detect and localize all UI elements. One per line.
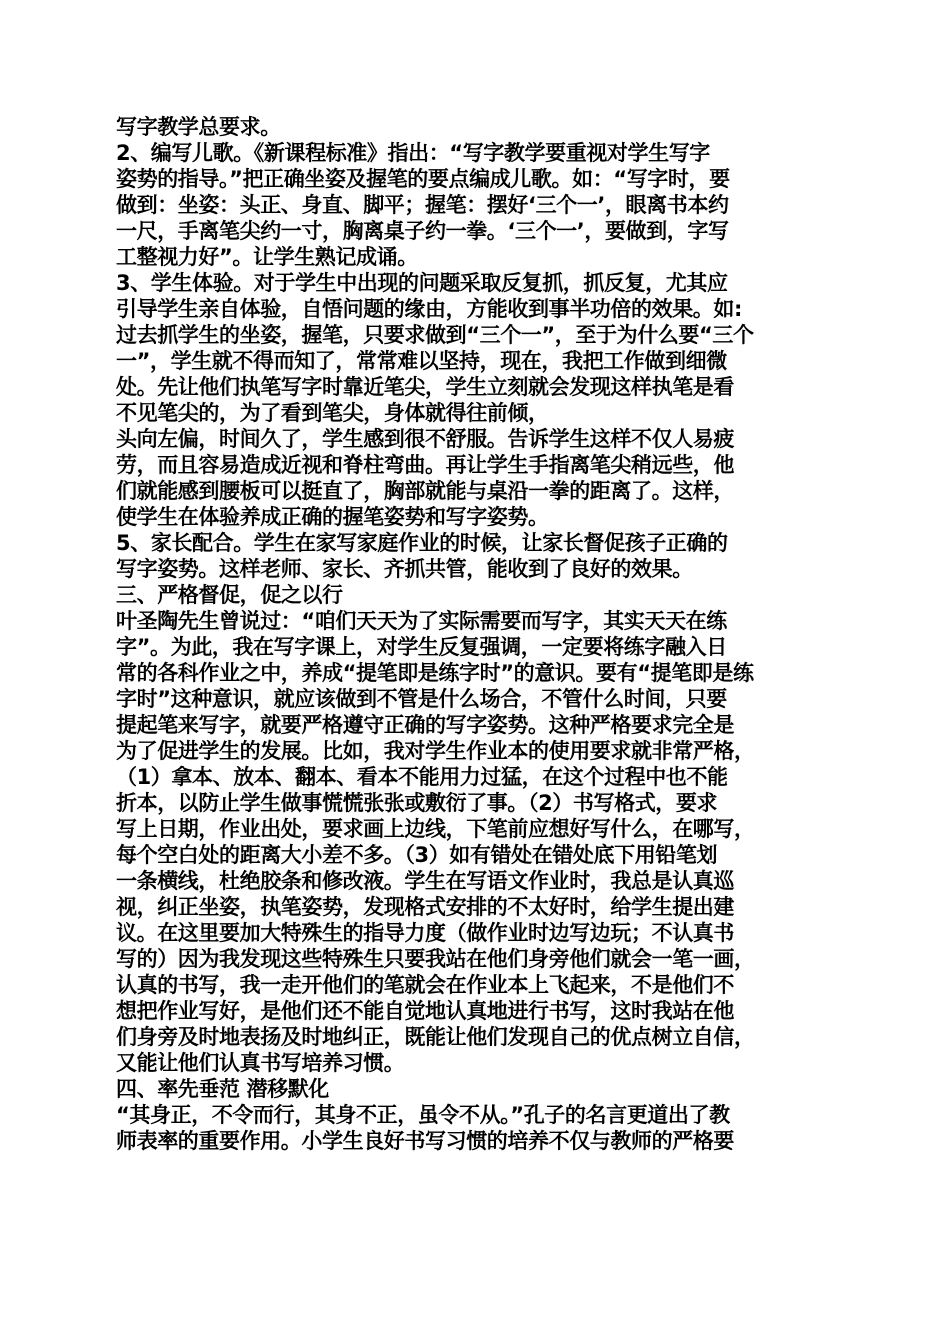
text-line: 一尺，手离笔尖约一寸，胸离桌子约一拳。‘三个一’，要做到，字写 — [116, 219, 729, 243]
text-line: 写字教学总要求。 — [116, 115, 281, 139]
text-line: 2、编写儿歌。《新课程标准》指出：“写字教学要重视对学生写字 — [116, 141, 710, 165]
text-line: 们身旁及时地表扬及时地纠正，既能让他们发现自己的优点树立自信， — [116, 1025, 755, 1049]
text-line: 师表率的重要作用。小学生良好书写习惯的培养不仅与教师的严格要 — [116, 1129, 734, 1153]
section-heading: 三、严格督促，促之以行 — [116, 583, 343, 607]
text-line: 字”。为此，我在写字课上，对学生反复强调，一定要将练字融入日 — [116, 635, 727, 659]
text-line: （1）拿本、放本、翻本、看本不能用力过猛，在这个过程中也不能 — [116, 765, 728, 789]
text-line: 写字姿势。这样老师、家长、齐抓共管，能收到了良好的效果。 — [116, 557, 693, 581]
text-line: 视，纠正坐姿，执笔姿势，发现格式安排的不太好时，给学生提出建 — [116, 895, 734, 919]
text-line: 们就能感到腰板可以挺直了，胸部就能与桌沿一拳的距离了。这样， — [116, 479, 734, 503]
text-line: 又能让他们认真书写培养习惯。 — [116, 1051, 405, 1075]
text-line: 一条横线，杜绝胶条和修改液。学生在写语文作业时，我总是认真巡 — [116, 869, 734, 893]
text-line: 为了促进学生的发展。比如，我对学生作业本的使用要求就非常严格， — [116, 739, 755, 763]
text-line: “其身正，不令而行，其身不正，虽令不从。”孔子的名言更道出了教 — [116, 1103, 730, 1127]
text-line: 引导学生亲自体验，自悟问题的缘由，方能收到事半功倍的效果。如: — [116, 297, 742, 321]
text-line: 写的）因为我发现这些特殊生只要我站在他们身旁他们就会一笔一画， — [116, 947, 755, 971]
text-line: 劳，而且容易造成近视和脊柱弯曲。再让学生手指离笔尖稍远些，他 — [116, 453, 734, 477]
text-line: 想把作业写好，是他们还不能自觉地认真地进行书写，这时我站在他 — [116, 999, 734, 1023]
text-line: 字时”这种意识，就应该做到不管是什么场合，不管什么时间，只要 — [116, 687, 727, 711]
text-line: 做到：坐姿：头正、身直、脚平；握笔：摆好‘三个一’，眼离书本约 — [116, 193, 729, 217]
text-line: 每个空白处的距离大小差不多。（3）如有错处在错处底下用铅笔划 — [116, 843, 718, 867]
text-line: 处。先让他们执笔写字时靠近笔尖，学生立刻就会发现这样执笔是看 — [116, 375, 734, 399]
text-line: 3、学生体验。对于学生中出现的问题采取反复抓，抓反复，尤其应 — [116, 271, 728, 295]
text-line: 写上日期，作业出处，要求画上边线，下笔前应想好写什么，在哪写， — [116, 817, 755, 841]
text-line: 叶圣陶先生曾说过：“咱们天天为了实际需要而写字，其实天天在练 — [116, 609, 727, 633]
text-line: 一”，学生就不得而知了，常常难以坚持，现在，我把工作做到细微 — [116, 349, 727, 373]
text-line: 工整视力好”。让学生熟记成诵。 — [116, 245, 418, 269]
text-line: 议。在这里要加大特殊生的指导力度（做作业时边写边玩；不认真书 — [116, 921, 734, 945]
text-line: 过去抓学生的坐姿，握笔，只要求做到“三个一”，至于为什么要“三个 — [116, 323, 754, 347]
text-line: 常的各科作业之中，养成“提笔即是练字时”的意识。要有“提笔即是练 — [116, 661, 754, 685]
section-heading: 四、率先垂范 潜移默化 — [116, 1077, 329, 1101]
document-page — [116, 114, 850, 1154]
text-line: 提起笔来写字，就要严格遵守正确的写字姿势。这种严格要求完全是 — [116, 713, 734, 737]
text-line: 5、家长配合。学生在家写家庭作业的时候，让家长督促孩子正确的 — [116, 531, 728, 555]
text-line: 头向左偏，时间久了，学生感到很不舒服。告诉学生这样不仅人易疲 — [116, 427, 734, 451]
text-line: 折本，以防止学生做事慌慌张张或敷衍了事。（2）书写格式，要求 — [116, 791, 718, 815]
text-line: 不见笔尖的，为了看到笔尖，身体就得往前倾， — [116, 401, 549, 425]
text-line: 使学生在体验养成正确的握笔姿势和写字姿势。 — [116, 505, 549, 529]
text-line: 认真的书写，我一走开他们的笔就会在作业本上飞起来，不是他们不 — [116, 973, 734, 997]
text-line: 姿势的指导。”把正确坐姿及握笔的要点编成儿歌。如：“写字时，要 — [116, 167, 730, 191]
